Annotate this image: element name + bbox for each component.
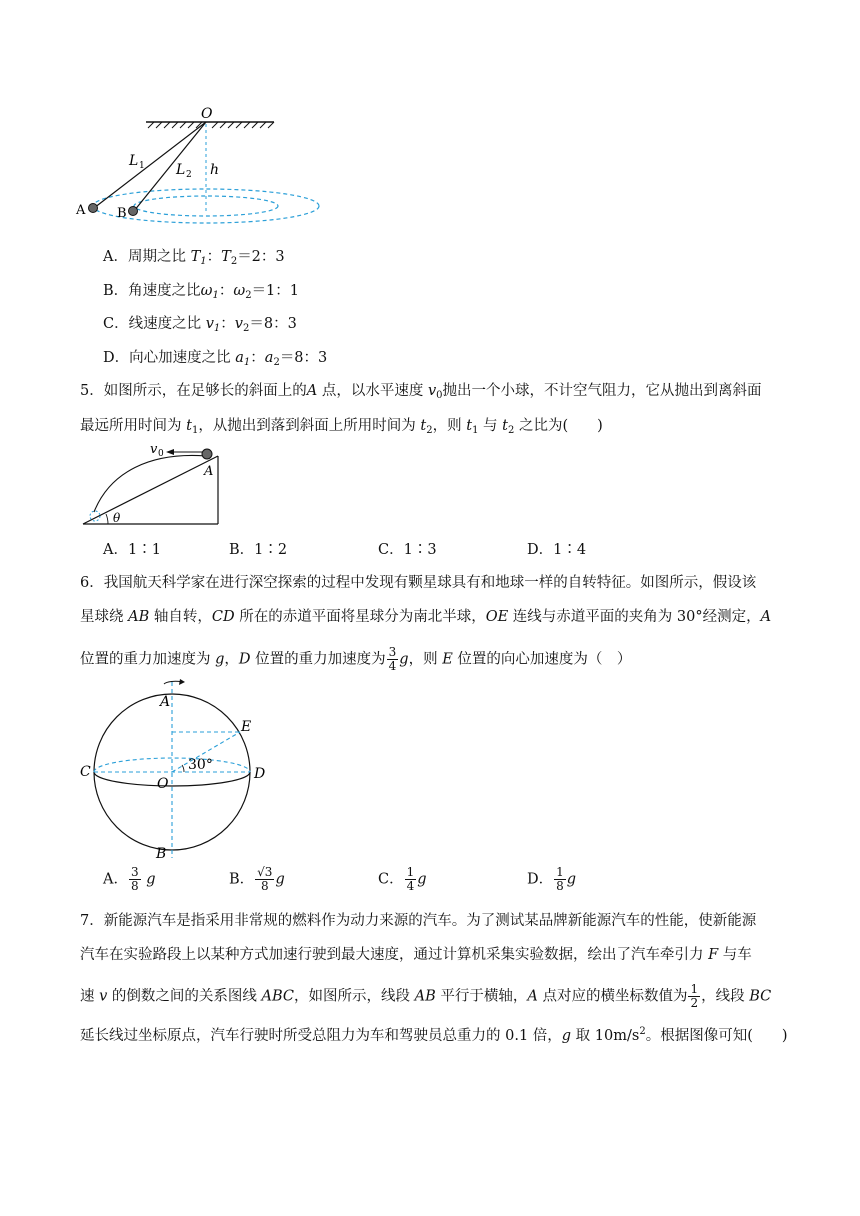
svg-text:1: 1 xyxy=(139,161,145,171)
svg-text:A: A xyxy=(160,694,171,710)
q7-stem-line1: 7．新能源汽车是指采用非常规的燃料作为动力来源的汽车。为了测试某品牌新能源汽车的性能，使新能源 xyxy=(80,913,757,929)
svg-text:L: L xyxy=(176,162,186,178)
svg-text:B: B xyxy=(156,846,167,862)
svg-text:h: h xyxy=(210,162,220,178)
svg-text:L: L xyxy=(129,153,139,169)
planet-rotation-figure xyxy=(76,676,266,862)
svg-text:30°: 30° xyxy=(188,757,213,773)
q4-option-b[interactable]: B．角速度之比$\omega_1$：$\omega_2=1$：1 xyxy=(103,283,300,301)
q6-stem-line2: 星球绕 AB 轴自转，CD 所在的赤道平面将星球分为南北半球，OE 连线与赤道平面的夹角为 30°经测定，A xyxy=(80,609,772,625)
q4-option-a[interactable]: A．周期之比 $T_1$：$T_2=2$：3 xyxy=(103,249,285,267)
q6-option-d[interactable]: D． $\frac{1}{8}$ g xyxy=(527,865,577,893)
fraction-one-half: $\frac{1}{2}$ xyxy=(690,982,699,1010)
q6-option-c[interactable]: C． $\frac{1}{4}$ g xyxy=(378,865,427,893)
svg-text:C: C xyxy=(80,764,91,780)
label-o: O xyxy=(201,106,213,122)
q4-option-d[interactable]: D．向心加速度之比 $a_1$：$a_2=8$：3 xyxy=(103,350,328,368)
svg-text:A: A xyxy=(76,203,86,218)
svg-text:O: O xyxy=(157,776,169,792)
svg-text:D: D xyxy=(254,766,266,782)
q4-option-c[interactable]: C．线速度之比 $v_1$：$v_2=8$：3 xyxy=(103,316,297,334)
q6-stem-line3: 位置的重力加速度为 g，D 位置的重力加速度为 $\frac{3}{4}$ g，则 E 位置的向心加速度为（ ） xyxy=(80,645,632,673)
q5-option-d[interactable]: D．1∶4 xyxy=(527,542,587,558)
fraction-three-quarters: $\frac{3}{4}$ xyxy=(388,645,397,673)
q7-stem-line2: 汽车在实验路段上以某种方式加速行驶到最大速度，通过计算机采集实验数据，绘出了汽车牵引力 F 与车 xyxy=(80,947,752,963)
q5-option-a[interactable]: A．1∶1 xyxy=(103,542,161,558)
svg-text:0: 0 xyxy=(158,449,164,459)
incline-projectile-figure xyxy=(80,442,225,528)
q6-option-a[interactable]: A． $\frac{3}{8}$ g xyxy=(103,865,156,893)
q7-stem-line3: 速 v 的倒数之间的关系图线 ABC，如图所示，线段 AB 平行于横轴，A 点对应的横坐标数值为 $\frac{1}{2}$ ，线段 BC xyxy=(80,982,772,1010)
q5-option-b[interactable]: B．1∶2 xyxy=(229,542,288,558)
q7-stem-line4: 延长线过坐标原点，汽车行驶时所受总阻力为车和驾驶员总重力的 0.1 倍，g 取 $10m/s^2$。根据图像可知( ) xyxy=(80,1026,788,1044)
conical-pendulum-figure xyxy=(76,104,334,226)
svg-text:v: v xyxy=(150,442,158,457)
svg-text:θ: θ xyxy=(113,511,121,525)
q5-option-c[interactable]: C．1∶3 xyxy=(378,542,437,558)
svg-text:E: E xyxy=(241,719,252,735)
q6-option-b[interactable]: B． $\frac{√3}{8}$ g xyxy=(229,865,285,893)
q6-stem-line1: 6．我国航天科学家在进行深空探索的过程中发现有颗星球具有和地球一样的自转特征。如图所示，假设该 xyxy=(80,575,757,591)
svg-text:B: B xyxy=(117,206,127,221)
svg-text:A: A xyxy=(204,464,214,479)
svg-text:2: 2 xyxy=(186,170,192,180)
q5-stem-line1: 5．如图所示，在足够长的斜面上的A 点，以水平速度 $v_0$抛出一个小球，不计空气阻力，它从抛出到离斜面 xyxy=(80,383,762,401)
q5-stem-line2: 最远所用时间为 $t_1$，从抛出到落到斜面上所用时间为 $t_2$，则 $t_1$ 与 $t_2$ 之比为( ) xyxy=(80,418,603,436)
